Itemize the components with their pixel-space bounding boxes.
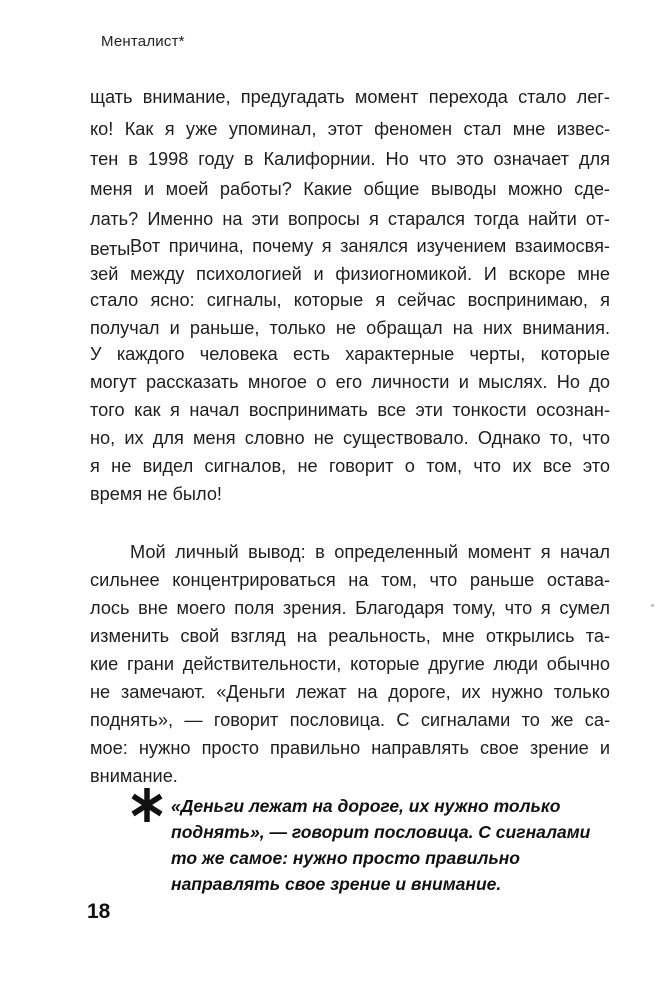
- pull-quote-line: поднять», — говорит пословица. С сигналами: [171, 822, 591, 842]
- text-line: мое: нужно просто правильно направлять свое зрение и: [90, 738, 610, 758]
- text-line: Вот причина, почему я занялся изучением взаимосвя-: [130, 236, 610, 256]
- running-head-title: Менталист*: [101, 33, 185, 50]
- text-line: время не было!: [90, 484, 222, 504]
- text-line: меня и моей работы? Какие общие выводы можно сде-: [90, 179, 610, 199]
- text-line: я не видел сигналов, не говорит о том, что их все это: [90, 456, 610, 476]
- text-line: стало ясно: сигналы, которые я сейчас воспринимаю, я: [90, 290, 610, 310]
- text-line: поднять», — говорит пословица. С сигналами то же са-: [90, 710, 610, 730]
- text-line: щать внимание, предугадать момент перехода стало лег-: [90, 87, 610, 107]
- text-line: сильнее концентрироваться на том, что раньше остава-: [90, 570, 610, 590]
- text-line: зей между психологией и физиогномикой. И вскоре мне: [90, 264, 610, 284]
- text-line: но, их для меня словно не существовало. Однако то, что: [90, 428, 610, 448]
- text-line: кие грани действительности, которые другие люди обычно: [90, 654, 610, 674]
- paper-speck: [651, 604, 654, 607]
- page-number: 18: [87, 900, 111, 923]
- text-line: лать? Именно на эти вопросы я старался тогда найти от-: [90, 209, 610, 229]
- text-line: изменить свой взгляд на реальность, мне открылись та-: [90, 626, 610, 646]
- text-line: могут рассказать многое о его личности и мыслях. Но до: [90, 372, 610, 392]
- text-line: внимание.: [90, 766, 178, 786]
- text-line: ко! Как я уже упоминал, этот феномен стал мне извес-: [90, 119, 610, 139]
- text-line: получал и раньше, только не обращал на них внимания.: [90, 318, 610, 338]
- pull-quote-line: то же самое: нужно просто правильно: [171, 848, 521, 868]
- text-line: не замечают. «Деньги лежат на дороге, их нужно только: [90, 682, 610, 702]
- pull-quote-line: направлять свое зрение и внимание.: [171, 874, 502, 894]
- text-line: того как я начал воспринимать все эти тонкости осознан-: [90, 400, 610, 420]
- text-line: лось вне моего поля зрения. Благодаря тому, что я сумел: [90, 598, 610, 618]
- text-line: веты.: [90, 239, 136, 259]
- pull-quote-line: «Деньги лежат на дороге, их нужно только: [171, 796, 561, 816]
- asterisk-icon: [130, 785, 164, 825]
- text-line: тен в 1998 году в Калифорнии. Но что это означает для: [90, 149, 610, 169]
- text-line: Мой личный вывод: в определенный момент я начал: [130, 542, 610, 562]
- text-line: У каждого человека есть характерные черты, которые: [90, 344, 610, 364]
